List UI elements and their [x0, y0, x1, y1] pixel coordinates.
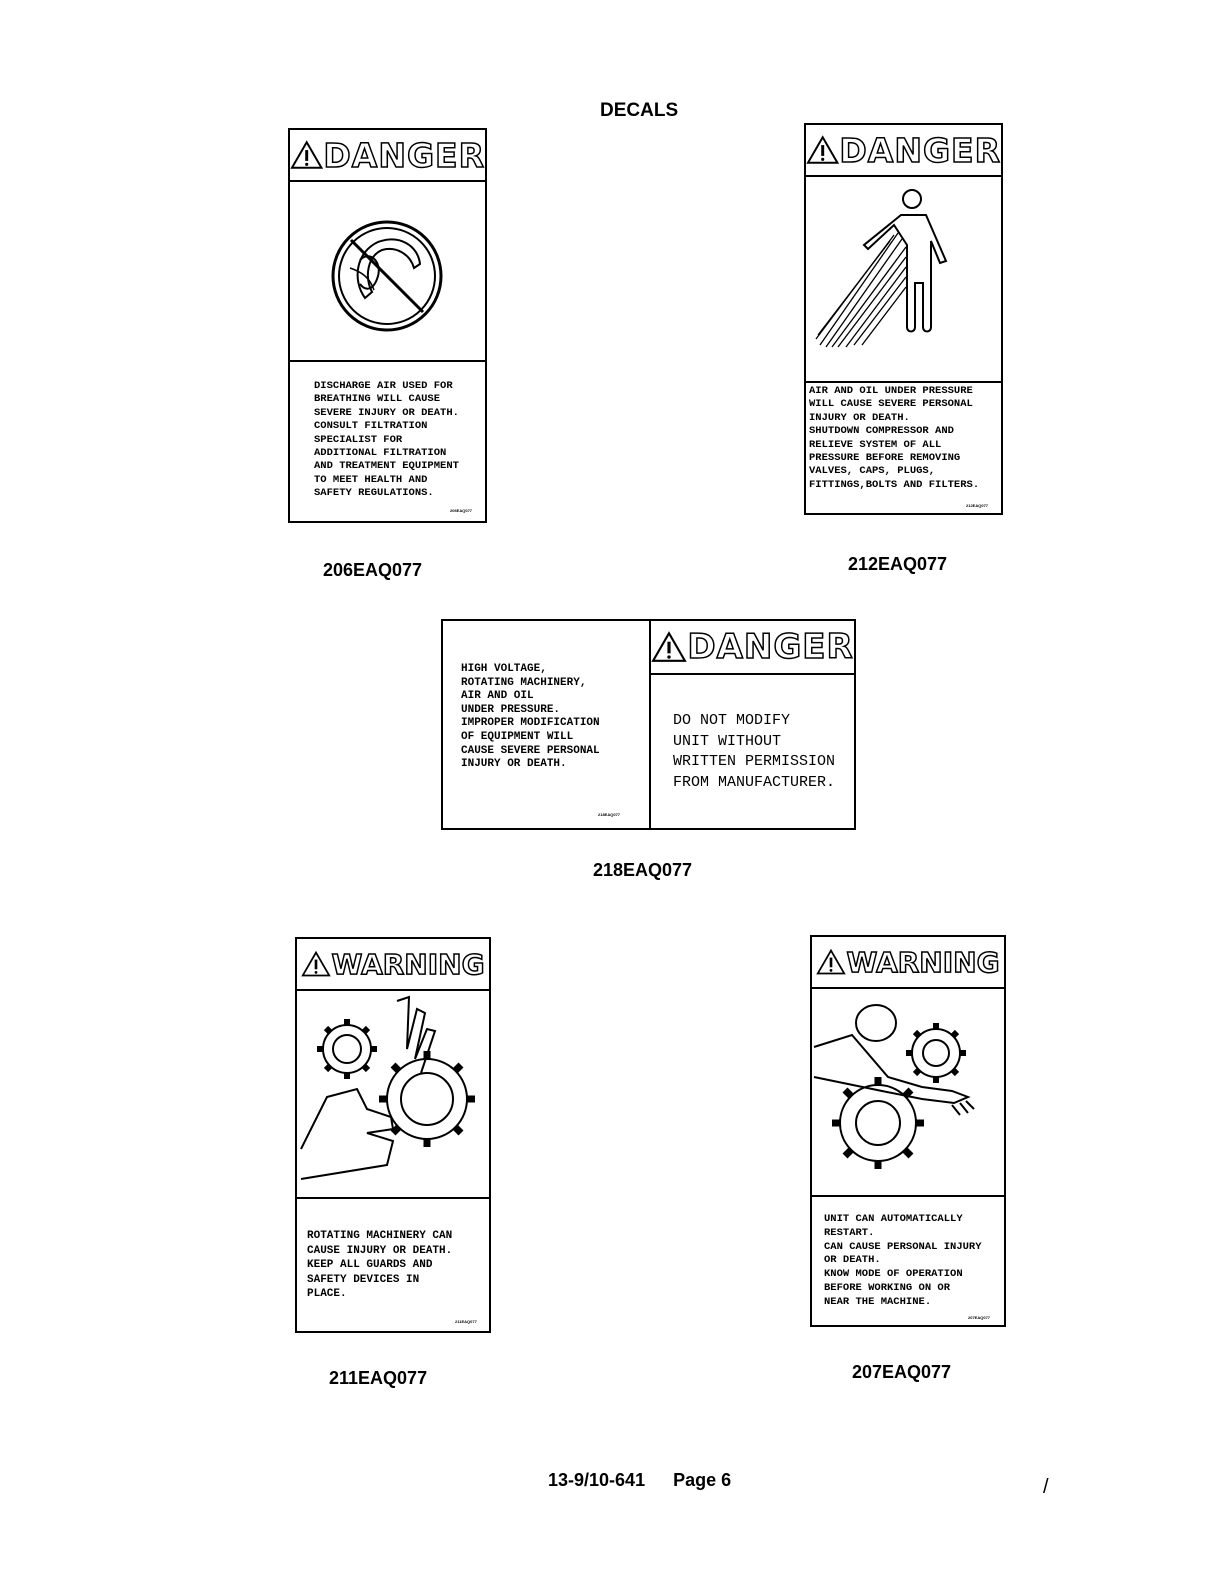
decal-header — [812, 937, 1004, 989]
decal-218-label: 218EAQ077 — [593, 860, 693, 880]
no-breathing-air-mask-icon — [290, 180, 485, 362]
decal-left-text: HIGH VOLTAGE, ROTATING MACHINERY, AIR AND OIL UNDER PRESSURE. IMPROPER MODIFICATION OF EQUIPMENT WILL CAUSE SEVERE PERSONAL INJURY OR DEATH. — [461, 663, 600, 771]
page-footer — [548, 1470, 731, 1491]
decal-207 — [810, 935, 1006, 1327]
decal-header — [297, 939, 489, 991]
decal-206-label: 206EAQ077 — [323, 560, 423, 580]
decal-code: 212EAQ077 — [966, 503, 989, 508]
decal-header-text: WARNING — [846, 945, 1000, 979]
decal-header-text: WARNING — [331, 947, 485, 981]
decal-code: 207EAQ077 — [968, 1315, 991, 1320]
warning-triangle-icon — [290, 140, 323, 170]
decal-206 — [288, 128, 487, 523]
decal-code: 206EAQ077 — [450, 508, 473, 513]
decal-212 — [804, 123, 1003, 515]
pressure-spray-person-icon — [806, 175, 1001, 383]
decal-211-label: 211EAQ077 — [329, 1368, 428, 1388]
page-title: DECALS — [600, 100, 679, 121]
decal-code: 211EAQ077 — [455, 1319, 477, 1324]
footer-doc-number: 13-9/10-641 — [548, 1470, 646, 1490]
decal-header — [806, 125, 1001, 177]
decal-text: UNIT CAN AUTOMATICALLY RESTART. CAN CAUSE PERSONAL INJURY OR DEATH. KNOW MODE OF OPERATION BEFORE WORKING ON OR NEAR THE MACHINE. — [824, 1213, 982, 1308]
person-caught-in-gears-icon — [812, 987, 1004, 1197]
decal-header — [651, 621, 854, 675]
decal-header-text: DANGER — [323, 135, 485, 175]
warning-triangle-icon — [301, 950, 331, 978]
warning-triangle-icon — [651, 631, 687, 663]
decal-header-text: DANGER — [839, 130, 1001, 170]
decal-right-text: DO NOT MODIFY UNIT WITHOUT WRITTEN PERMISSION FROM MANUFACTURER. — [673, 712, 836, 791]
decal-text: ROTATING MACHINERY CAN CAUSE INJURY OR DEATH. KEEP ALL GUARDS AND SAFETY DEVICES IN PLACE. — [307, 1230, 453, 1300]
decal-212-label: 212EAQ077 — [848, 554, 948, 574]
decal-218 — [441, 619, 856, 830]
decal-211 — [295, 937, 491, 1333]
decal-header-text: DANGER — [687, 627, 854, 667]
decal-text: DISCHARGE AIR USED FOR BREATHING WILL CAUSE SEVERE INJURY OR DEATH. CONSULT FILTRATION SPECIALIST FOR ADDITIONAL FILTRATION AND TREATMENT EQUIPMENT TO MEET HEALTH AND SAFETY REGULATIONS. — [314, 380, 459, 500]
footer-page-number: Page 6 — [673, 1470, 732, 1490]
decal-right-panel — [651, 621, 854, 828]
decal-header — [290, 130, 485, 182]
corner-mark: / — [1043, 1476, 1049, 1498]
warning-triangle-icon — [816, 948, 846, 976]
decal-207-label: 207EAQ077 — [852, 1362, 952, 1382]
decal-text: AIR AND OIL UNDER PRESSURE WILL CAUSE SEVERE PERSONAL INJURY OR DEATH. SHUTDOWN COMPRESSOR AND RELIEVE SYSTEM OF ALL PRESSURE BEFORE REMOVING VALVES, CAPS, PLUGS, FITTINGS,BOLTS AND FILTERS. — [809, 385, 980, 491]
hand-in-gears-icon — [297, 989, 489, 1199]
warning-triangle-icon — [806, 135, 839, 165]
decal-code: 218EAQ077 — [598, 812, 621, 817]
